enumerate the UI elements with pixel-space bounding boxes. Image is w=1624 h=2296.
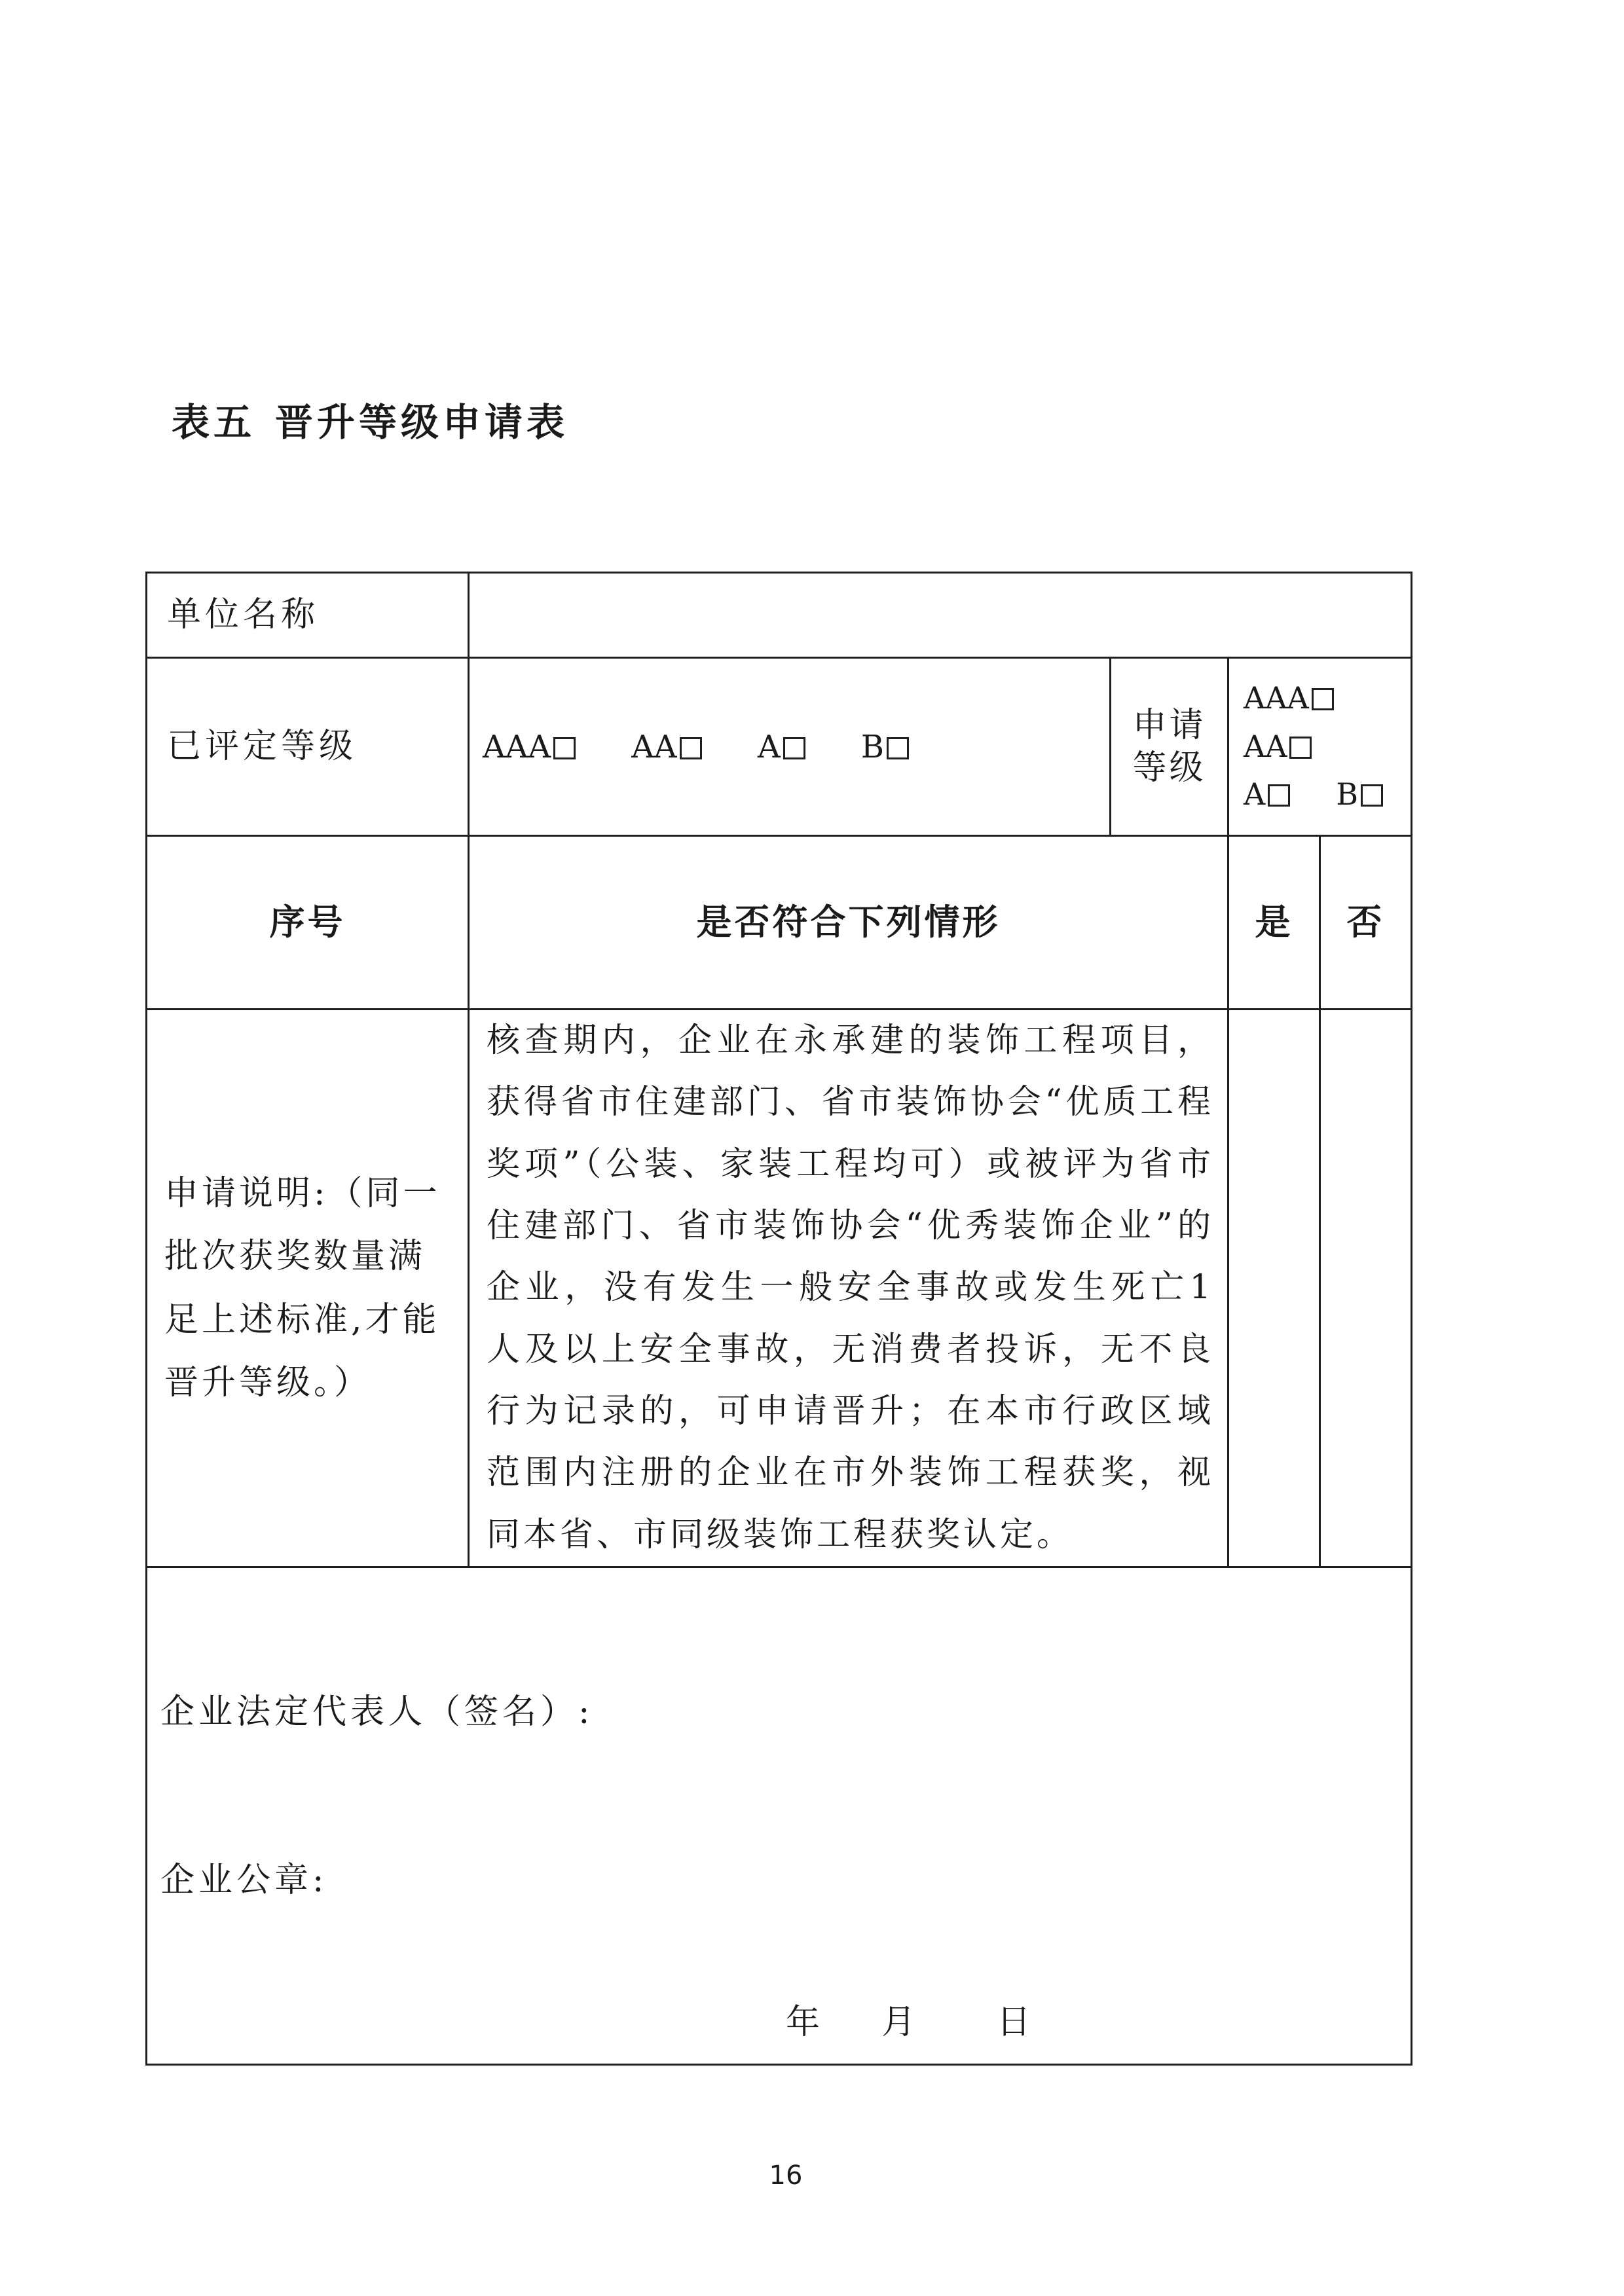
apply-grade-option-b[interactable]: B — [1336, 776, 1383, 812]
application-form-table — [145, 572, 1412, 2066]
apply-grade-label: 申请 等级 — [1111, 658, 1228, 836]
unit-name-row — [147, 573, 1412, 658]
criteria-text: 核查期内，企业在永承建的装饰工程项目，获得省市住建部门、省市装饰协会“优质工程奖项”（公装、家装工程均可）或被评为省市住建部门、省市装饰协会“优秀装饰企业”的企业，没有发生一般安全事故或发生死亡1 人及以上安全事故，无消费者投诉，无不良行为记录的，可申请晋升；在本市行政区域范围内注册的企业在市外装饰工程获奖，视同本省、市同级装饰工程获奖认定。 — [469, 1010, 1228, 1567]
rated-grade-row — [147, 658, 1412, 836]
header-yes: 是 — [1228, 836, 1320, 1010]
rated-grade-options — [469, 658, 1111, 836]
checkbox-icon[interactable] — [1312, 688, 1334, 710]
rated-grade-option-aaa[interactable]: AAA — [483, 729, 576, 765]
header-row — [147, 836, 1412, 1010]
unit-name-field[interactable] — [469, 573, 1412, 658]
rated-grade-option-b[interactable]: B — [861, 729, 909, 765]
rated-grade-option-aa[interactable]: AA — [631, 729, 701, 765]
unit-name-label: 单位名称 — [147, 573, 469, 658]
header-serial: 序号 — [147, 836, 469, 1010]
apply-grade-option-aaa[interactable]: AAA — [1244, 674, 1411, 723]
apply-grade-option-a[interactable]: A — [1244, 776, 1290, 812]
checkbox-icon[interactable] — [1289, 737, 1312, 759]
legal-rep-label: 企业法定代表人（签名）: — [160, 1692, 594, 1732]
rated-grade-label: 已评定等级 — [147, 658, 469, 836]
header-criteria: 是否符合下列情形 — [469, 836, 1228, 1010]
signature-row — [147, 1567, 1412, 2065]
criteria-row — [147, 1010, 1412, 1567]
title-main: 晋升等级申请表 — [275, 400, 569, 445]
checkbox-icon[interactable] — [553, 737, 576, 759]
date-line — [786, 2001, 1033, 2044]
apply-grade-option-aa[interactable]: AA — [1244, 723, 1411, 771]
checkbox-icon[interactable] — [783, 737, 805, 759]
checkbox-icon[interactable] — [1361, 784, 1383, 807]
criteria-no-cell[interactable] — [1320, 1010, 1412, 1567]
rated-grade-option-a[interactable]: A — [758, 729, 805, 765]
page-number: 16 — [769, 2160, 803, 2191]
application-note: 申请说明:（同一批次获奖数量满足上述标准,才能晋升等级。） — [147, 1010, 469, 1567]
checkbox-icon[interactable] — [1268, 784, 1290, 807]
date-day: 日 — [997, 2003, 1034, 2043]
date-year: 年 — [786, 2003, 823, 2043]
criteria-yes-cell[interactable] — [1228, 1010, 1320, 1567]
title-prefix: 表五 — [172, 400, 256, 445]
apply-grade-options — [1228, 658, 1412, 836]
page-title — [172, 392, 568, 446]
date-month: 月 — [881, 2003, 919, 2043]
header-no: 否 — [1320, 836, 1412, 1010]
seal-label: 企业公章: — [160, 1861, 328, 1901]
checkbox-icon[interactable] — [680, 737, 702, 759]
signature-cell — [147, 1567, 1412, 2065]
checkbox-icon[interactable] — [887, 737, 909, 759]
